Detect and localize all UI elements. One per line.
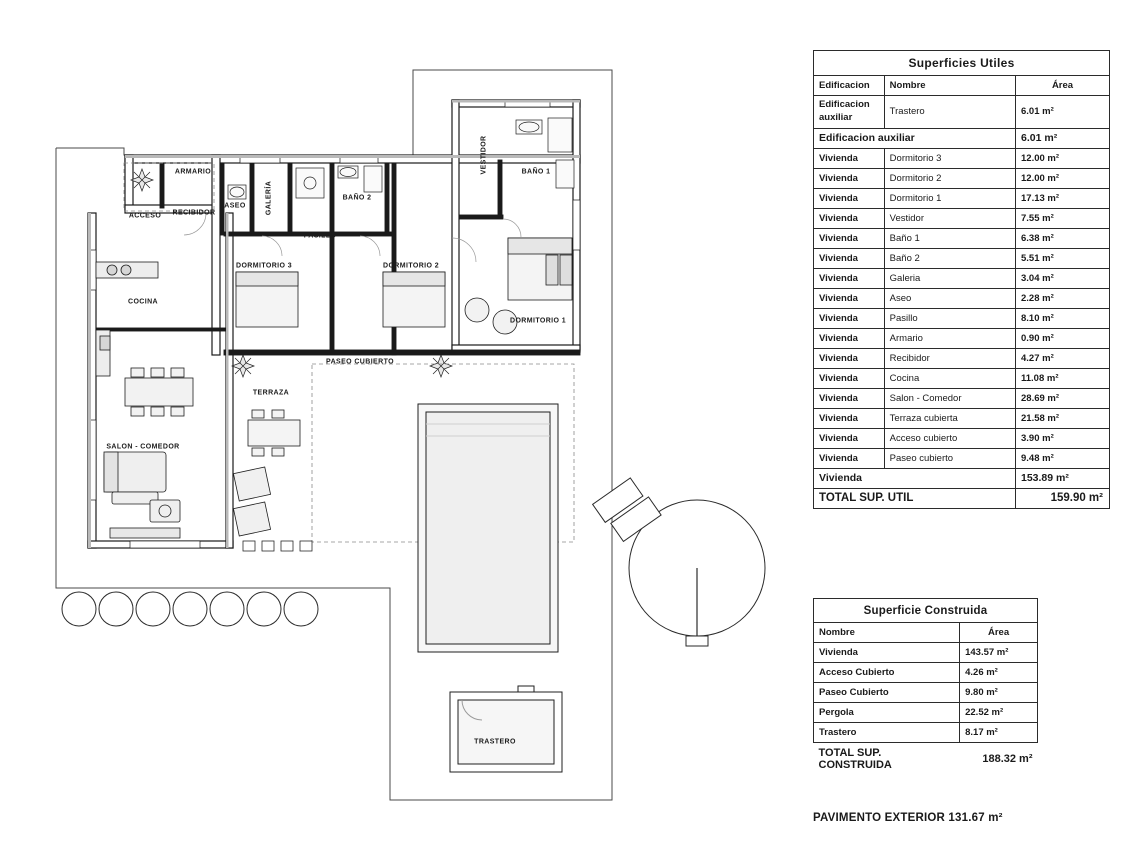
- cell-area: 2.28 m²: [1016, 288, 1110, 308]
- cell-area: 6.01 m²: [1016, 96, 1110, 129]
- table-row: [814, 288, 1110, 308]
- room-label: ASEO: [224, 202, 246, 210]
- table-row: [814, 208, 1110, 228]
- room-label: ARMARIO: [174, 168, 212, 176]
- cell-edificacion: Vivienda: [814, 148, 885, 168]
- room-label: DORMITORIO 3: [235, 262, 293, 270]
- cell-edificacion: Vivienda: [814, 268, 885, 288]
- cell-edificacion: Vivienda: [814, 228, 885, 248]
- table-row: [814, 188, 1110, 208]
- subtotal-label: Vivienda: [814, 468, 1016, 488]
- cell-nombre: Recibidor: [884, 348, 1015, 368]
- cell-nombre: Trastero: [884, 96, 1015, 129]
- cell-area: 9.80 m²: [960, 683, 1038, 703]
- total-row-construida: [814, 743, 1038, 775]
- cell-nombre: Baño 1: [884, 228, 1015, 248]
- table-row: [814, 663, 1038, 683]
- table-row: [814, 683, 1038, 703]
- room-label: RECIBIDOR: [172, 209, 216, 217]
- cell-area: 12.00 m²: [1016, 148, 1110, 168]
- cell-area: 11.08 m²: [1016, 368, 1110, 388]
- cell-nombre: Acceso cubierto: [884, 428, 1015, 448]
- total-label: TOTAL SUP. CONSTRUIDA: [818, 747, 892, 771]
- cell-edificacion: Vivienda: [814, 368, 885, 388]
- cell-nombre: Aseo: [884, 288, 1015, 308]
- cell-nombre: Cocina: [884, 368, 1015, 388]
- room-label: DORMITORIO 2: [382, 262, 440, 270]
- cell-edificacion: Vivienda: [814, 388, 885, 408]
- cell-nombre: Galeria: [884, 268, 1015, 288]
- table-row: [814, 168, 1110, 188]
- cell-edificacion: Vivienda: [814, 208, 885, 228]
- cell-nombre: Vestidor: [884, 208, 1015, 228]
- cell-area: 6.38 m²: [1016, 228, 1110, 248]
- cell-nombre: Dormitorio 2: [884, 168, 1015, 188]
- cell-area: 3.90 m²: [1016, 428, 1110, 448]
- table-row: [814, 228, 1110, 248]
- cell-area: 5.51 m²: [1016, 248, 1110, 268]
- cell-nombre: Vivienda: [814, 643, 960, 663]
- cell-nombre: Baño 2: [884, 248, 1015, 268]
- table-row: [814, 723, 1038, 743]
- header-nombre: Nombre: [884, 76, 1015, 96]
- header-nombre: Nombre: [814, 623, 960, 643]
- total-area: 159.90 m²: [1016, 488, 1110, 508]
- cell-area: 0.90 m²: [1016, 328, 1110, 348]
- table-row: [814, 428, 1110, 448]
- pavimento-exterior-label: PAVIMENTO EXTERIOR 131.67 m²: [813, 812, 1003, 824]
- cell-nombre: Trastero: [814, 723, 960, 743]
- table-row: [814, 328, 1110, 348]
- header-edificacion: Edificacion: [814, 76, 885, 96]
- superficie-construida-table: [813, 598, 1038, 774]
- table-row: [814, 248, 1110, 268]
- table-title-row: [814, 51, 1110, 76]
- room-label: PASEO CUBIERTO: [326, 358, 394, 366]
- table-row: [814, 268, 1110, 288]
- table-row: [814, 408, 1110, 428]
- room-label: PASILLO: [303, 232, 337, 240]
- cell-nombre: Terraza cubierta: [884, 408, 1015, 428]
- cell-area: 4.27 m²: [1016, 348, 1110, 368]
- room-label: BAÑO 1: [521, 168, 551, 176]
- cell-edificacion: Vivienda: [814, 428, 885, 448]
- cell-area: 3.04 m²: [1016, 268, 1110, 288]
- cell-area: 21.58 m²: [1016, 408, 1110, 428]
- table-header-row: [814, 76, 1110, 96]
- room-label: COCINA: [127, 298, 159, 306]
- cell-area: 8.10 m²: [1016, 308, 1110, 328]
- cell-area: 8.17 m²: [960, 723, 1038, 743]
- room-label: GALERÍA: [265, 180, 273, 216]
- cell-edificacion: Vivienda: [814, 308, 885, 328]
- subtotal-label: Edificacion auxiliar: [814, 128, 1016, 148]
- table-row: [814, 96, 1110, 129]
- cell-area: 4.26 m²: [960, 663, 1038, 683]
- room-label: TRASTERO: [474, 738, 516, 746]
- cell-nombre: Dormitorio 3: [884, 148, 1015, 168]
- cell-edificacion: Vivienda: [814, 328, 885, 348]
- cell-nombre: Armario: [884, 328, 1015, 348]
- cell-nombre: Salon - Comedor: [884, 388, 1015, 408]
- superficie-construida-title: Superficie Construida: [814, 599, 1038, 623]
- subtotal-row-auxiliar: [814, 128, 1110, 148]
- cell-edificacion: Vivienda: [814, 408, 885, 428]
- room-label: ACCESO: [128, 212, 162, 220]
- cell-area: 28.69 m²: [1016, 388, 1110, 408]
- cell-nombre: Pergola: [814, 703, 960, 723]
- cell-area: 12.00 m²: [1016, 168, 1110, 188]
- table-row: [814, 348, 1110, 368]
- table-row: [814, 308, 1110, 328]
- cell-edificacion: Edificacion auxiliar: [814, 96, 885, 129]
- cell-nombre: Pasillo: [884, 308, 1015, 328]
- room-label: TERRAZA: [252, 389, 290, 397]
- total-label: TOTAL SUP. UTIL: [814, 488, 1016, 508]
- cell-area: 143.57 m²: [960, 643, 1038, 663]
- table-row: [814, 148, 1110, 168]
- cell-area: 17.13 m²: [1016, 188, 1110, 208]
- table-row: [814, 643, 1038, 663]
- table-title-row: [814, 599, 1038, 623]
- tables-panel: [810, 0, 1140, 860]
- room-label: BAÑO 2: [342, 194, 372, 202]
- cell-edificacion: Vivienda: [814, 248, 885, 268]
- room-label: DORMITORIO 1: [509, 317, 567, 325]
- cell-nombre: Paseo cubierto: [884, 448, 1015, 468]
- cell-area: 22.52 m²: [960, 703, 1038, 723]
- superficies-utiles-table: [813, 50, 1110, 509]
- cell-nombre: Acceso Cubierto: [814, 663, 960, 683]
- cell-nombre: Dormitorio 1: [884, 188, 1015, 208]
- cell-edificacion: Vivienda: [814, 448, 885, 468]
- room-label: VESTIDOR: [480, 135, 488, 175]
- table-row: [814, 703, 1038, 723]
- cell-area: 7.55 m²: [1016, 208, 1110, 228]
- total-area: 188.32 m²: [982, 753, 1033, 765]
- table-row: [814, 448, 1110, 468]
- table-row: [814, 388, 1110, 408]
- subtotal-row-vivienda: [814, 468, 1110, 488]
- table-row: [814, 368, 1110, 388]
- subtotal-area: 153.89 m²: [1016, 468, 1110, 488]
- room-label: SALON - COMEDOR: [106, 443, 180, 451]
- table-header-row: [814, 623, 1038, 643]
- superficies-utiles-title: Superficies Utiles: [814, 51, 1110, 76]
- cell-area: 9.48 m²: [1016, 448, 1110, 468]
- cell-edificacion: Vivienda: [814, 168, 885, 188]
- header-area: Área: [1016, 76, 1110, 96]
- cell-nombre: Paseo Cubierto: [814, 683, 960, 703]
- cell-edificacion: Vivienda: [814, 288, 885, 308]
- total-row-util: [814, 488, 1110, 508]
- header-area: Área: [960, 623, 1038, 643]
- cell-edificacion: Vivienda: [814, 348, 885, 368]
- cell-edificacion: Vivienda: [814, 188, 885, 208]
- subtotal-area: 6.01 m²: [1016, 128, 1110, 148]
